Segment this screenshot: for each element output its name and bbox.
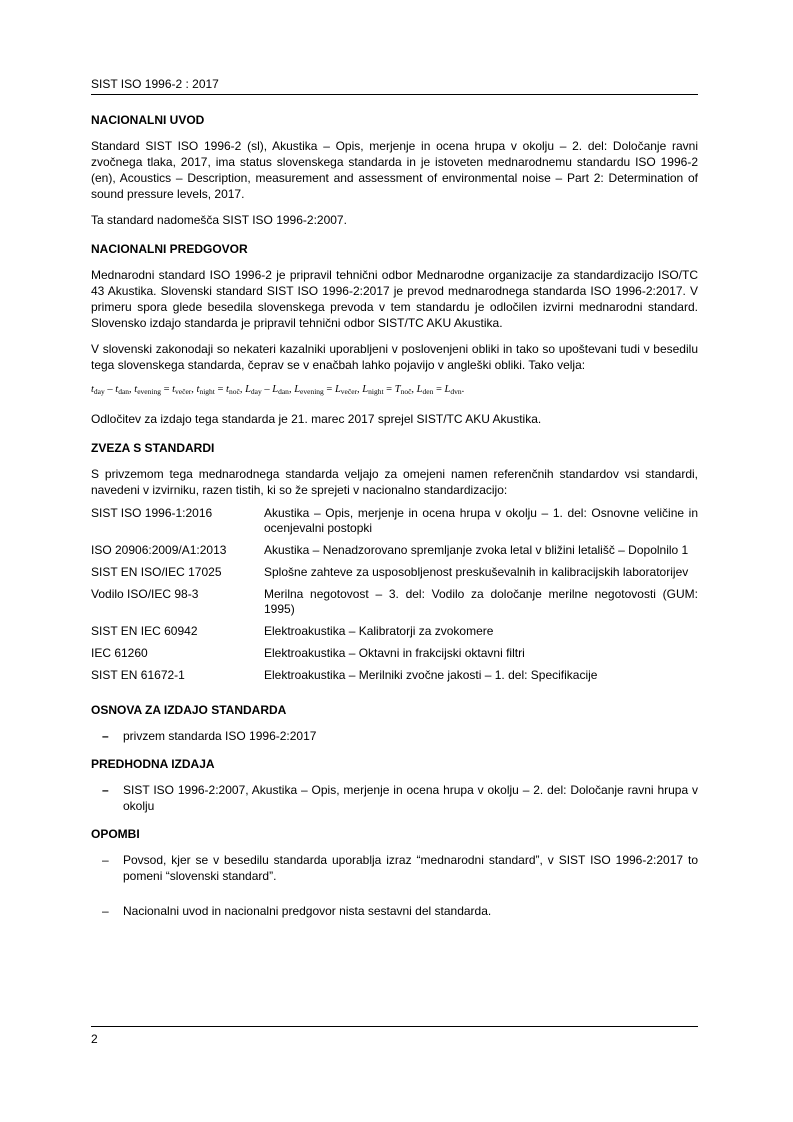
- page-footer: [91, 1026, 698, 1047]
- list-item-text: SIST ISO 1996-2:2007, Akustika – Opis, merjenje in ocena hrupa v okolju – 2. del: Določanje ravni hrupa v okolju: [123, 783, 698, 813]
- symbol-equivalence-formula: $t_{day} - t_{dan}$, $t_{evening} = t_{večer}$, $t_{night} = t_{noč}$, $L_{day} - L_{dan}$, $L_{evening} = L_{večer}$, $L_{night} = T_{noč}$, $L_{den} = L_{dvn}$.: [91, 384, 465, 396]
- table-row: [91, 543, 698, 565]
- section-title-predhodna-izdaja: PREDHODNA IZDAJA: [91, 757, 215, 771]
- standard-title: Merilna negotovost – 3. del: Vodilo za določanje merilne negotovosti (GUM: 1995): [264, 587, 698, 616]
- paragraph: S privzemom tega mednarodnega standarda veljajo za omejeni namen referenčnih standardov vsi standardi, navedeni v izvirniku, razen tistih, ki so že sprejeti v nacionalno standardizacijo:: [91, 467, 698, 497]
- standard-code: ISO 20906:2009/A1:2013: [91, 543, 227, 557]
- list-item: [91, 782, 698, 814]
- section-title-osnova: OSNOVA ZA IZDAJO STANDARDA: [91, 703, 287, 717]
- bullet-dash: –: [102, 783, 109, 797]
- paragraph: Odločitev za izdajo tega standarda je 21. marec 2017 sprejel SIST/TC AKU Akustika.: [91, 412, 542, 426]
- section-title-nacionalni-predgovor: NACIONALNI PREDGOVOR: [91, 242, 248, 256]
- section-title-nacionalni-uvod: NACIONALNI UVOD: [91, 113, 205, 127]
- bullet-dash: –: [102, 853, 109, 867]
- list-item: [91, 852, 698, 884]
- standard-title: Elektroakustika – Kalibratorji za zvokomere: [264, 624, 494, 638]
- page-content: [91, 112, 698, 938]
- standard-code: Vodilo ISO/IEC 98-3: [91, 587, 199, 601]
- section-title-opombi: OPOMBI: [91, 827, 140, 841]
- predhodna-list: [91, 782, 698, 814]
- list-item-text: Nacionalni uvod in nacionalni predgovor nista sestavni del standarda.: [123, 904, 492, 918]
- table-row: [91, 587, 698, 624]
- standard-code: SIST EN 61672-1: [91, 668, 185, 682]
- paragraph: Ta standard nadomešča SIST ISO 1996-2:2007.: [91, 213, 347, 227]
- standard-title: Akustika – Nenadzorovano spremljanje zvoka letal v bližini letališč – Dopolnilo 1: [264, 543, 689, 557]
- standard-title: Elektroakustika – Oktavni in frakcijski oktavni filtri: [264, 646, 525, 660]
- standard-code: SIST ISO 1996-1:2016: [91, 506, 213, 520]
- standard-title: Splošne zahteve za usposobljenost preskuševalnih in kalibracijskih laboratorijev: [264, 565, 689, 579]
- list-item-text: privzem standarda ISO 1996-2:2017: [123, 729, 317, 743]
- section-title-zveza-s-standardi: ZVEZA S STANDARDI: [91, 441, 215, 455]
- standard-title: Akustika – Opis, merjenje in ocena hrupa v okolju – 1. del: Osnovne veličine in ocenjevalni postopki: [264, 506, 698, 535]
- table-row: [91, 565, 698, 587]
- paragraph: Mednarodni standard ISO 1996-2 je pripravil tehnični odbor Mednarodne organizacije za standardizacijo ISO/TC 43 Akustika. Slovenski standard SIST ISO 1996-2:2017 je prevod mednarodnega standarda ISO 1996-2:2017. V primeru spora glede besedila slovenskega prevoda v tem standardu je odločilen izvirni mednarodni standard. Slovensko izdajo standarda je pripravil tehnični odbor SIST/TC AKU Akustika.: [91, 268, 698, 330]
- paragraph: V slovenski zakonodaji so nekateri kazalniki uporabljeni v poslovenjeni obliki in tako so upoštevani tudi v besedilu tega slovenskega standarda, čeprav se v enačbah lahko pojavijo v angleški obliki. Tako velja:: [91, 342, 698, 372]
- table-row: [91, 506, 698, 543]
- bullet-dash: –: [102, 729, 109, 743]
- list-item-text: Povsod, kjer se v besedilu standarda uporablja izraz “mednarodni standard”, v SIST ISO 1996-2:2017 to pomeni “slovenski standard”.: [123, 853, 698, 883]
- bullet-dash: –: [102, 904, 109, 918]
- standard-title: Elektroakustika – Merilniki zvočne jakosti – 1. del: Specifikacije: [264, 668, 598, 682]
- list-item: [91, 728, 698, 744]
- paragraph: Standard SIST ISO 1996-2 (sl), Akustika – Opis, merjenje in ocena hrupa v okolju – 2. del: Določanje ravni zvočnega tlaka, 2017, ima status slovenskega standarda in je istoveten mednarodnemu standardu ISO 1996-2 (en), Acoustics – Description, measurement and assessment of environmental noise – Part 2: Determination of sound pressure levels, 2017.: [91, 139, 698, 201]
- standard-code: SIST EN IEC 60942: [91, 624, 198, 638]
- table-row: [91, 646, 698, 668]
- running-header: [91, 76, 698, 95]
- list-item: [91, 903, 698, 919]
- opombi-list: [91, 852, 698, 919]
- table-row: [91, 624, 698, 646]
- standard-code: IEC 61260: [91, 646, 148, 660]
- page-number: 2: [91, 1032, 98, 1046]
- header-doc-id: SIST ISO 1996-2 : 2017: [91, 77, 219, 91]
- table-row: [91, 668, 698, 690]
- standard-code: SIST EN ISO/IEC 17025: [91, 565, 222, 579]
- reference-standards-table: [91, 506, 698, 690]
- osnova-list: [91, 728, 698, 744]
